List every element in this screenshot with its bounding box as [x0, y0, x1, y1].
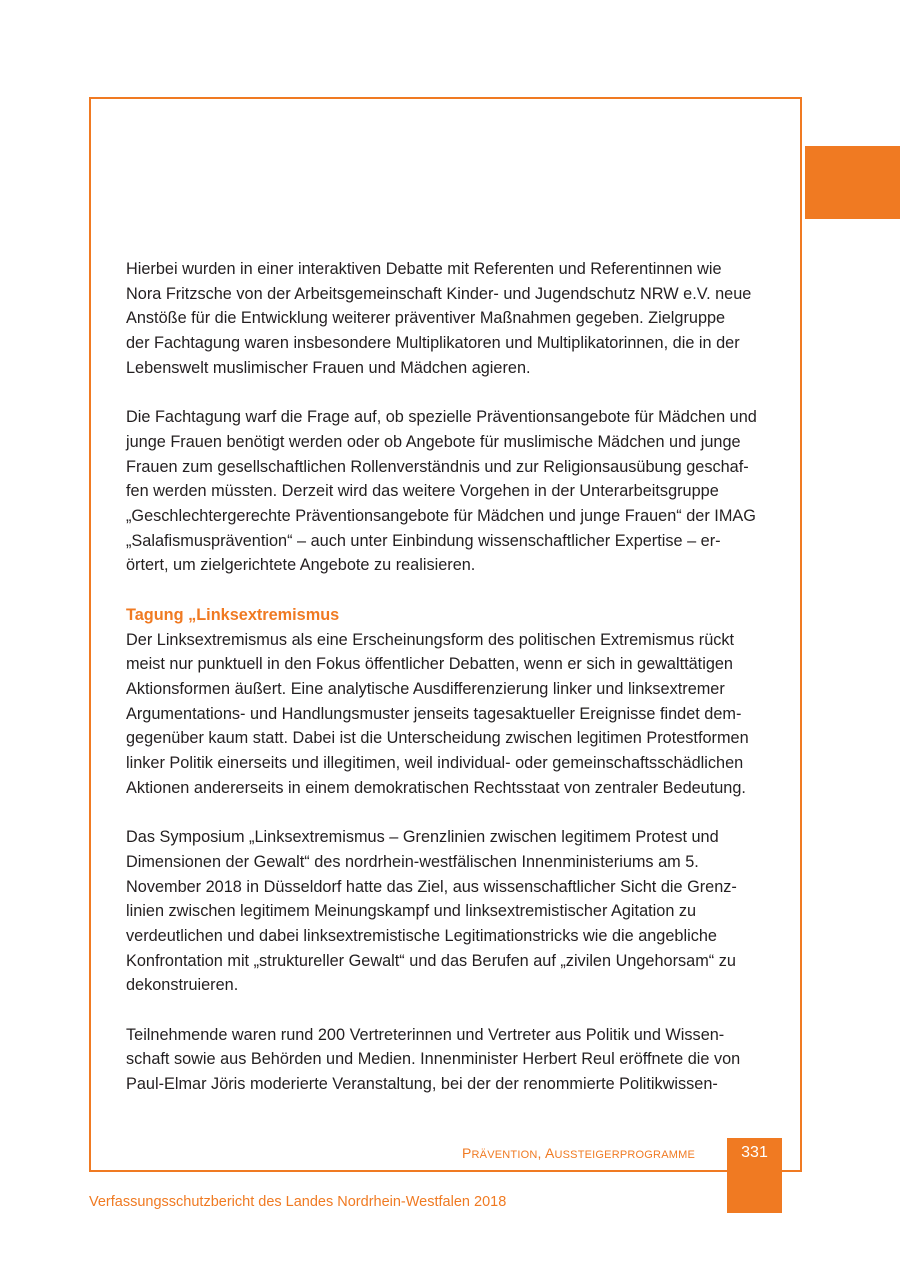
text-line: der Fachtagung waren insbesondere Multiplikatoren und Multiplikatorinnen, die in der	[126, 334, 740, 353]
text-line: Die Fachtagung warf die Frage auf, ob spezielle Präventionsangebote für Mädchen und	[126, 408, 757, 427]
text-line: Das Symposium „Linksextremismus – Grenzlinien zwischen legitimem Protest und	[126, 828, 719, 847]
text-line: „Salafismusprävention“ – auch unter Einbindung wissenschaftlicher Expertise – er-	[126, 531, 721, 550]
text-line: verdeutlichen und dabei linksextremistische Legitimationstricks wie die angebliche	[126, 926, 717, 945]
section-heading: Tagung „Linksextremismus	[126, 605, 340, 624]
text-line: meist nur punktuell in den Fokus öffentlicher Debatten, wenn er sich in gewalttätigen	[126, 655, 733, 674]
text-line: Aktionsformen äußert. Eine analytische Ausdifferenzierung linker und linksextremer	[126, 679, 725, 698]
section-separator: ,	[537, 1145, 545, 1161]
text-line: Argumentations- und Handlungsmuster jenseits tagesaktueller Ereignisse findet dem-	[126, 704, 742, 723]
text-line: Teilnehmende waren rund 200 Vertreterinnen und Vertreter aus Politik und Wissen-	[126, 1025, 725, 1044]
section-cap: A	[544, 1145, 555, 1161]
text-line: „Geschlechtergerechte Präventionsangebote für Mädchen und junge Frauen“ der IMAG	[126, 507, 756, 526]
section-rest: RÄVENTION	[471, 1149, 538, 1161]
text-line: November 2018 in Düsseldorf hatte das Ziel, aus wissenschaftlicher Sicht die Grenz-	[126, 877, 737, 896]
text-line: Nora Fritzsche von der Arbeitsgemeinschaft Kinder- und Jugendschutz NRW e.V. neue	[126, 284, 752, 303]
paragraph-4	[126, 825, 788, 998]
text-line: Frauen zum gesellschaftlichen Rollenverständnis und zur Religionsausübung geschaf-	[126, 457, 749, 476]
text-line: örtert, um zielgerichtete Angebote zu realisieren.	[126, 556, 476, 575]
paragraph-1	[126, 257, 788, 381]
text-line: linien zwischen legitimem Meinungskampf und linksextremistischer Agitation zu	[126, 902, 697, 921]
page-number: 331	[741, 1144, 768, 1161]
text-line: Aktionen andererseits in einem demokratischen Rechtsstaat von zentraler Bedeutung.	[126, 778, 746, 797]
text-line: dekonstruieren.	[126, 976, 239, 995]
text-line: Anstöße für die Entwicklung weiterer präventiver Maßnahmen gegeben. Zielgruppe	[126, 309, 726, 328]
text-line: Der Linksextremismus als eine Erscheinungsform des politischen Extremismus rückt	[126, 630, 735, 649]
section-cap: P	[461, 1145, 472, 1161]
text-line: fen werden müssten. Derzeit wird das weitere Vorgehen in der Unterarbeitsgruppe	[126, 482, 719, 501]
text-line: schaft sowie aus Behörden und Medien. Innenminister Herbert Reul eröffnete die von	[126, 1050, 741, 1069]
running-footer-section	[462, 1145, 695, 1161]
page-number-box	[727, 1138, 782, 1213]
chapter-tab-marker	[805, 146, 900, 219]
text-line: gegenüber kaum statt. Dabei ist die Unterscheidung zwischen legitimen Protestformen	[126, 729, 749, 748]
text-line: linker Politik einerseits und illegitimen, weil individual- oder gemeinschaftsschädlichen	[126, 754, 744, 773]
text-line: Lebenswelt muslimischer Frauen und Mädchen agieren.	[126, 358, 531, 377]
body-text	[126, 257, 788, 1097]
text-line: Dimensionen der Gewalt“ des nordrhein-westfälischen Innenministeriums am 5.	[126, 852, 699, 871]
paragraph-2	[126, 405, 788, 578]
publication-title: Verfassungsschutzbericht des Landes Nordrhein-Westfalen 2018	[89, 1194, 507, 1210]
section-rest: USSTEIGERPROGRAMME	[554, 1149, 695, 1161]
text-line: Hierbei wurden in einer interaktiven Debatte mit Referenten und Referentinnen wie	[126, 260, 722, 278]
text-line: Konfrontation mit „struktureller Gewalt“ und das Berufen auf „zivilen Ungehorsam“ zu	[126, 951, 736, 970]
text-line: junge Frauen benötigt werden oder ob Angebote für muslimische Mädchen und junge	[126, 432, 741, 451]
paragraph-3	[126, 603, 788, 801]
paragraph-5	[126, 1023, 788, 1097]
text-line: Paul-Elmar Jöris moderierte Veranstaltung, bei der der renommierte Politikwissen-	[126, 1075, 718, 1094]
